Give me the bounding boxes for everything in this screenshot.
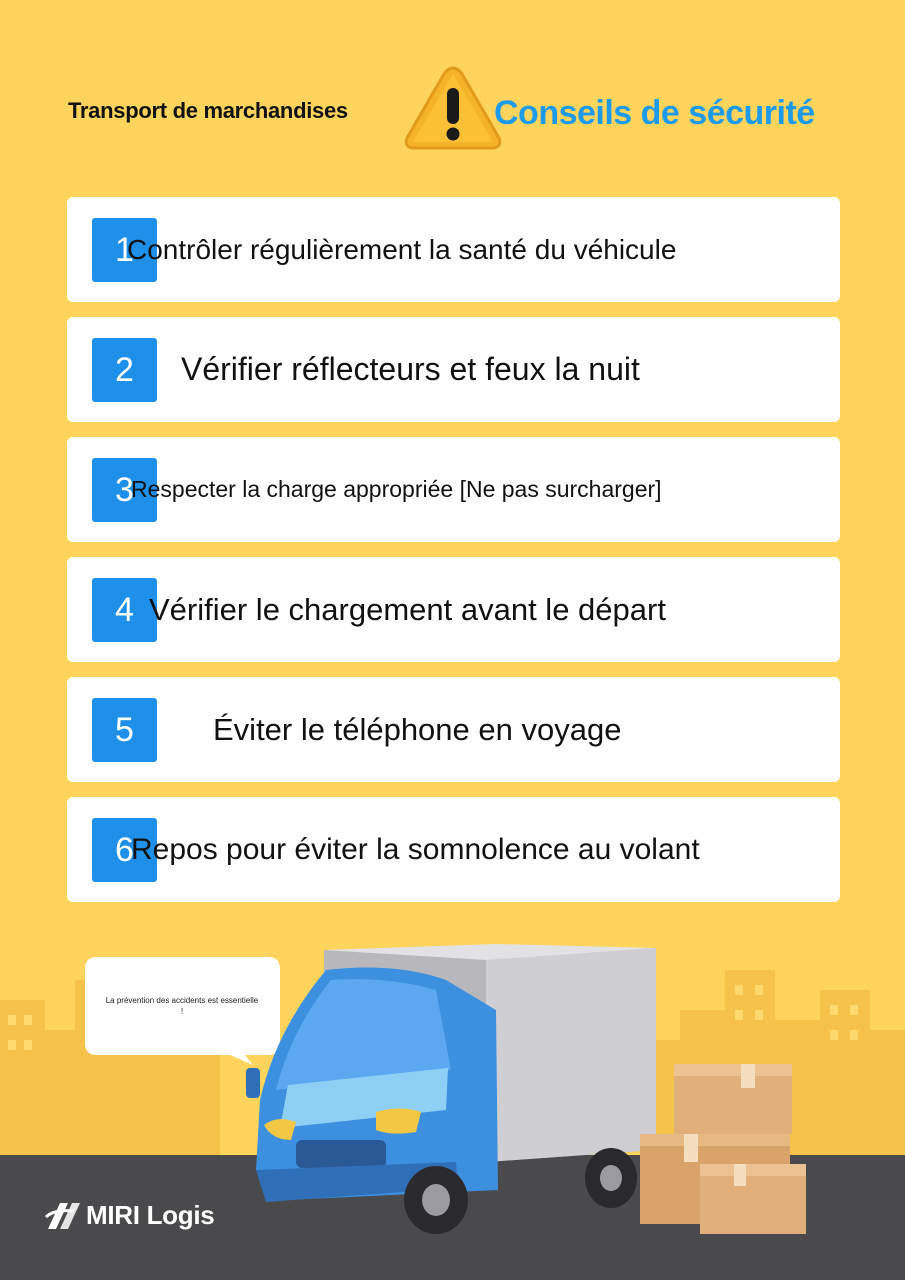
truck-illustration xyxy=(236,940,666,1240)
bubble-line-1: La prévention des accidents est essentielle xyxy=(105,996,259,1005)
tip-card-1 xyxy=(67,197,840,302)
tip-text: Vérifier le chargement avant le départ xyxy=(149,591,666,627)
tip-card-2 xyxy=(67,317,840,422)
tip-card-4 xyxy=(67,557,840,662)
header-subtitle: Transport de marchandises xyxy=(68,98,348,123)
tip-text: Éviter le téléphone en voyage xyxy=(213,711,622,747)
tip-card-5 xyxy=(67,677,840,782)
tip-number: 4 xyxy=(92,578,157,642)
warning-icon xyxy=(402,62,504,154)
tip-text: Contrôler régulièrement la santé du véhicule xyxy=(127,233,677,265)
tip-card-6 xyxy=(67,797,840,902)
header-title: Conseils de sécurité xyxy=(494,94,815,132)
tip-number: 5 xyxy=(92,698,157,762)
bubble-line-2: ! xyxy=(180,1007,184,1017)
tip-number: 1 xyxy=(92,218,157,282)
brand-name: MIRI Logis xyxy=(86,1200,215,1230)
brand-logo xyxy=(44,1200,214,1231)
tip-text: Respecter la charge appropriée [Ne pas surcharger] xyxy=(131,476,662,502)
boxes-illustration xyxy=(636,1060,816,1240)
tip-number: 2 xyxy=(92,338,157,402)
tip-number: 6 xyxy=(92,818,157,882)
tip-number: 3 xyxy=(92,458,157,522)
tip-card-3 xyxy=(67,437,840,542)
tip-text: Vérifier réflecteurs et feux la nuit xyxy=(181,351,640,387)
miri-logo-icon xyxy=(44,1201,82,1231)
tip-text: Repos pour éviter la somnolence au volant xyxy=(131,832,700,866)
